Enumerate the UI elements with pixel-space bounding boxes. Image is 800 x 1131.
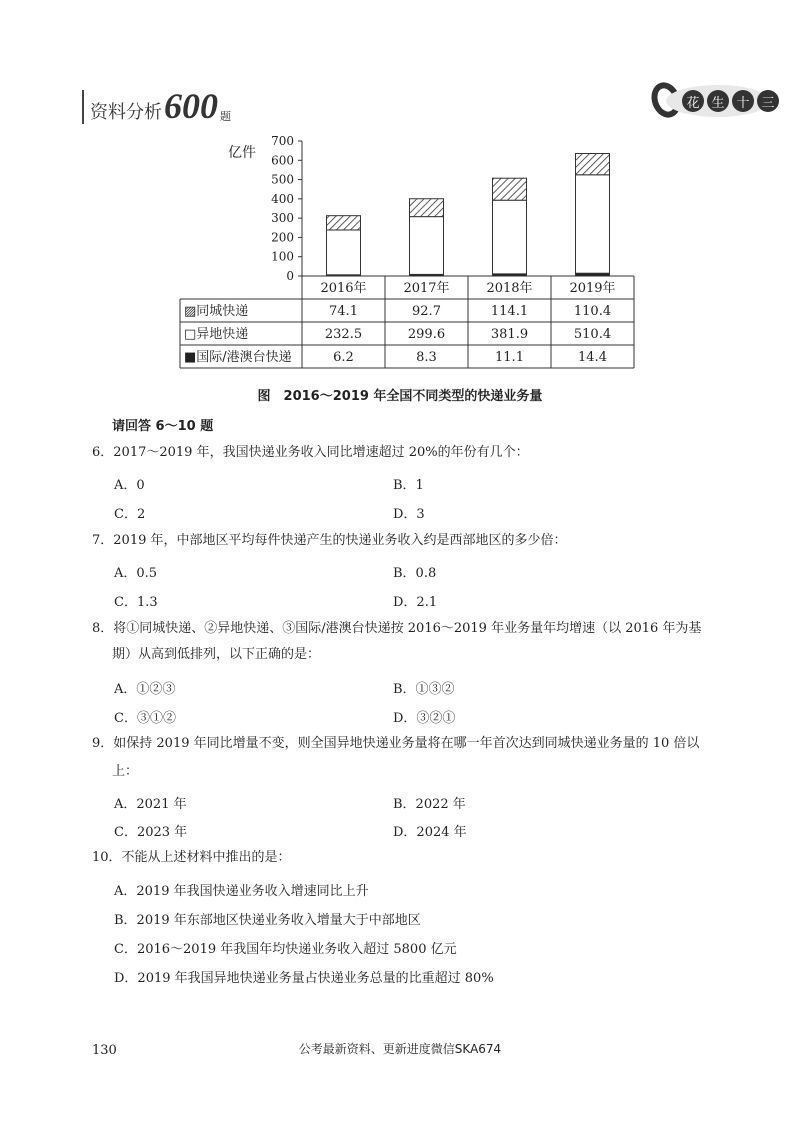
x-category-label: 2016年 — [320, 281, 367, 296]
legend-entry: ▨同城快递 — [184, 304, 249, 319]
question-10-stem: 10．不能从上述材料中推出的是： — [92, 850, 291, 865]
brand-char: 花 — [682, 90, 704, 112]
y-tick-label: 100 — [271, 249, 294, 264]
questions-intro: 请回答 6～10 题 — [112, 419, 214, 434]
data-label: 510.4 — [573, 327, 612, 342]
header-suffix: 题 — [220, 110, 231, 123]
bar-segment — [327, 230, 361, 275]
q8-option-c[interactable]: C．③①② — [114, 711, 176, 726]
question-6-stem: 6．2017～2019 年，我国快递业务收入同比增速超过 20%的年份有几个： — [92, 445, 529, 460]
data-label: 8.3 — [416, 350, 437, 365]
q9-option-d[interactable]: D．2024 年 — [393, 825, 467, 840]
page-number: 130 — [92, 1043, 117, 1058]
footer-note: 公考最新资料、更新进度微信SKA674 — [298, 1042, 502, 1056]
bar-segment — [410, 217, 444, 275]
brand-char: 三 — [757, 90, 779, 112]
q6-option-a[interactable]: A．0 — [114, 478, 145, 493]
y-axis-label: 亿件 — [228, 145, 256, 161]
q6-option-d[interactable]: D．3 — [393, 507, 425, 522]
y-tick-label: 700 — [271, 134, 294, 148]
y-tick-label: 200 — [271, 230, 294, 245]
question-8-stem-cont: 期）从高到低排列，以下正确的是： — [112, 647, 321, 662]
data-label: 92.7 — [412, 304, 441, 319]
q7-option-c[interactable]: C．1.3 — [114, 595, 158, 610]
q10-option-d[interactable]: D．2019 年我国异地快递业务量占快递业务总量的比重超过 80% — [114, 971, 494, 986]
bar-segment — [327, 216, 361, 230]
q8-option-d[interactable]: D．③②① — [393, 711, 456, 726]
q6-option-b[interactable]: B．1 — [393, 478, 424, 493]
q8-option-a[interactable]: A．①②③ — [114, 682, 176, 697]
x-category-label: 2019年 — [569, 281, 616, 296]
y-tick-label: 300 — [271, 211, 294, 226]
y-tick-label: 500 — [271, 172, 294, 187]
q9-option-a[interactable]: A．2021 年 — [114, 797, 187, 812]
data-label: 14.4 — [578, 350, 607, 365]
legend-entry: □异地快递 — [184, 327, 249, 342]
express-volume-chart — [0, 0, 800, 380]
bar-segment — [576, 153, 610, 174]
y-tick-label: 600 — [271, 153, 294, 168]
bar-segment — [493, 178, 527, 200]
header-number: 600 — [164, 86, 218, 126]
q9-option-c[interactable]: C．2023 年 — [114, 825, 188, 840]
data-label: 11.1 — [495, 350, 524, 365]
q10-option-c[interactable]: C．2016～2019 年我国年均快递业务收入超过 5800 亿元 — [114, 942, 457, 957]
legend-entry: ■国际/港澳台快递 — [184, 350, 292, 365]
brand-char: 生 — [707, 90, 729, 112]
q7-option-b[interactable]: B．0.8 — [393, 566, 437, 581]
y-tick-label: 0 — [286, 269, 294, 283]
data-label: 114.1 — [490, 304, 529, 319]
data-label: 74.1 — [329, 304, 358, 319]
question-7-stem: 7．2019 年，中部地区平均每件快递产生的快递业务收入约是西部地区的多少倍： — [92, 533, 567, 548]
y-tick-label: 400 — [271, 191, 294, 206]
question-9-stem-cont: 上： — [112, 764, 139, 779]
q10-option-b[interactable]: B．2019 年东部地区快递业务收入增量大于中部地区 — [114, 913, 421, 928]
header-title: 资料分析 — [90, 102, 162, 123]
data-label: 381.9 — [490, 327, 529, 342]
data-label: 110.4 — [573, 304, 612, 319]
q9-option-b[interactable]: B．2022 年 — [393, 797, 466, 812]
question-8-stem: 8．将①同城快递、②异地快递、③国际/港澳台快递按 2016～2019 年业务量年均增速（以 2016 年为基 — [92, 621, 702, 636]
bar-segment — [576, 175, 610, 273]
q8-option-b[interactable]: B．①③② — [393, 682, 455, 697]
brand-char: 十 — [732, 90, 754, 112]
q6-option-c[interactable]: C．2 — [114, 507, 146, 522]
bar-segment — [410, 199, 444, 217]
data-label: 232.5 — [324, 327, 363, 342]
x-category-label: 2017年 — [403, 281, 450, 296]
q7-option-a[interactable]: A．0.5 — [114, 566, 158, 581]
data-label: 6.2 — [333, 350, 354, 365]
q10-option-a[interactable]: A．2019 年我国快递业务收入增速同比上升 — [114, 884, 369, 899]
bar-segment — [493, 200, 527, 274]
q7-option-d[interactable]: D．2.1 — [393, 595, 438, 610]
chart-caption: 图 2016～2019 年全国不同类型的快递业务量 — [257, 389, 543, 404]
question-9-stem: 9．如保持 2019 年同比增量不变，则全国异地快递业务量将在哪一年首次达到同城快递业务量的 10 倍以 — [92, 736, 700, 751]
data-label: 299.6 — [407, 327, 446, 342]
x-category-label: 2018年 — [486, 281, 533, 296]
